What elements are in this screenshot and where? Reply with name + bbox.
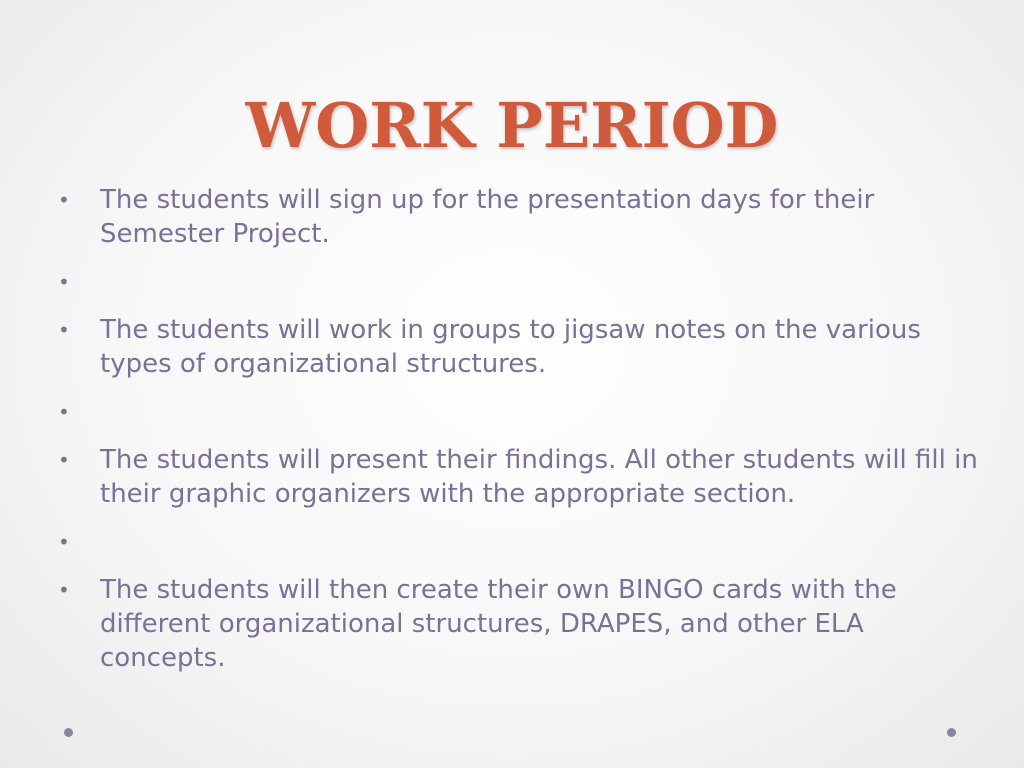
slide-title: WORK PERIOD xyxy=(245,89,779,162)
bullet-item xyxy=(58,395,980,429)
corner-dot-icon xyxy=(64,728,73,737)
bullet-list xyxy=(58,183,980,689)
bullet-dot-icon: • xyxy=(58,400,70,424)
bullet-item xyxy=(58,573,980,675)
bullet-text: The students will then create their own BINGO cards with the different organizational structures, DRAPES, and other ELA concepts. xyxy=(100,575,897,673)
bullet-dot-icon: • xyxy=(58,578,70,602)
bullet-item xyxy=(58,183,980,251)
bullet-item xyxy=(58,525,980,559)
bullet-dot-icon: • xyxy=(58,270,70,294)
corner-dot-icon xyxy=(947,728,956,737)
bullet-item xyxy=(58,265,980,299)
bullet-text: The students will present their findings. All other students will fill in their graphic organizers with the appropriate section. xyxy=(100,445,978,509)
bullet-item xyxy=(58,313,980,381)
bullet-text: The students will work in groups to jigsaw notes on the various types of organizational structures. xyxy=(100,315,921,379)
bullet-dot-icon: • xyxy=(58,530,70,554)
bullet-dot-icon: • xyxy=(58,448,70,472)
bullet-dot-icon: • xyxy=(58,188,70,212)
bullet-item xyxy=(58,443,980,511)
bullet-text: The students will sign up for the presentation days for their Semester Project. xyxy=(100,185,875,249)
bullet-dot-icon: • xyxy=(58,318,70,342)
